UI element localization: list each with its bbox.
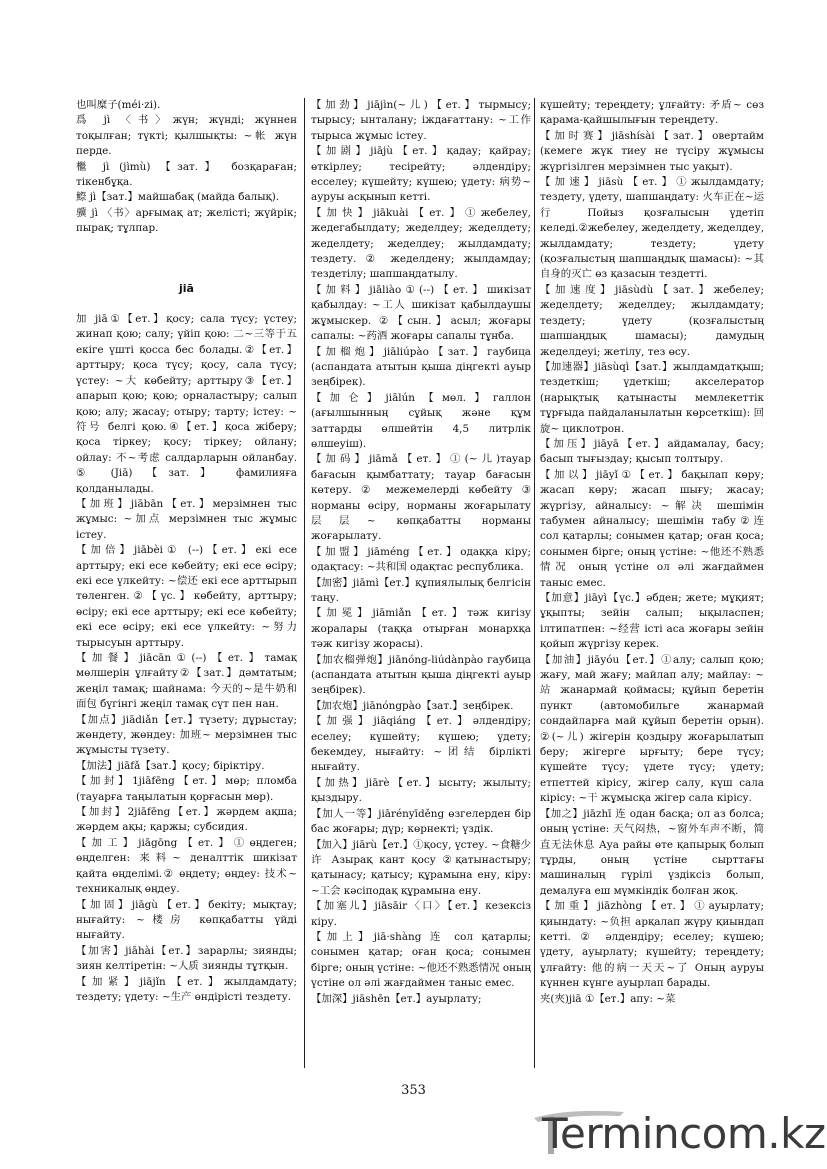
- dictionary-entry: 【加码】jiāmǎ【ет.】①(~儿)тауар бағасын қымбаттату; тауар бағасын көтеру. ② межемелерді көбейту ③ норманы өсіру, норманы жоғарылату 层层~ көпқабатты норманы жоғарылату.: [311, 453, 531, 543]
- dictionary-entry: 【加仑】jiālún【мөл.】галлон (ағылшынның сұйық және құм заттарды өлшейтін 4,5 литрлік өлшеуіш).: [311, 391, 531, 450]
- dictionary-entry: 【加封】2jiāfēng【ет.】жәрдем ақша; жәрдем ақы; қаржы; субсидия.: [76, 806, 297, 834]
- dictionary-entry: 檵 jì (jìmù) 【зат.】 бозқараған; тікенбұқа.: [76, 160, 297, 189]
- watermark-logo: [528, 1106, 826, 1162]
- dictionary-entry: 【加农榴弹炮】jiānóng-liúdànpào гаубица (аспандата атытын қыша дiңгектi ауыр зеңбірек).: [311, 653, 531, 697]
- dictionary-entry: 【加热】jiārè【ет.】ысыту; жылыту; қыздыру.: [311, 776, 531, 805]
- dictionary-entry: 鰶 jì【зат.】майшабақ (майда балық).: [76, 191, 280, 204]
- dictionary-entry: 【加倍】jiābèi① (--)【ет.】екі есе арттыру; екі есе көбейту; екі есе өсіру; екі есе үлкейту: ~偿还 екі есе арттырып төленген.②【үс.】көбейту, арттыру; өсіру; екі есе арттыру; екі есе көбейту; екі есе өсіру; екі есе үлкейту: ~努力 тырысуын арттыру.: [76, 544, 297, 649]
- dictionary-entry: 【加榴炮】jiāliúpào【зат.】гаубица (аспандата атытын қыша дiңгектi ауыр зеңбірек).: [311, 345, 531, 389]
- dictionary-entry: 【加紧】jiājǐn【ет.】жылдамдату; тездету; үдету: ~生产 өндірісті тездету.: [76, 975, 297, 1003]
- dictionary-entry: 加 jiā①【ет.】қосу; сала түсу; үстеу; жинап қою; салу; үйіп қою: 二~三等于五 екіге үшті қосса бес болады.②【ет.】арттыру; қоса түсу; қосу, сала түсу; үстеу: ~大 көбейту; арттыру③【ет.】апарып қою; қою; орналастыру; салып қою; алу; жасау; отыру; тарту; істеу: ~符号 белгі қою.④【ет.】қоса жіберу; қоса тіркеу; қосу; тіркеу; ойлану; ойлау: 不~考虑 салдарларын ойланбау. ⑤ (Jiā) 【зат.】 фамилияға қолданылады.: [76, 313, 297, 495]
- dictionary-entry: 【加害】jiāhài【ет.】зарарлы; зиянды; зиян келтіретін: ~人质 зиянды тұтқын.: [76, 944, 297, 973]
- dictionary-entry: 【加塞儿】jiāsāir〈口〉【ет.】кезексіз кіру.: [311, 900, 531, 928]
- dictionary-entry: 【加深】jiāshēn【ет.】ауырлату;: [311, 992, 482, 1005]
- dictionary-entry: 【加人一等】jiārényīděng өзгелерден бір бас жоғары; дүр; көрнекті; үздік.: [311, 807, 531, 836]
- dictionary-entry: 【加速器】jiāsùqì【зат.】жылдамдатқыш; тездеткіш; үдеткіш; акселератор (нарықтық қатынасты мемлекеттік тұрғыда пайдаланылатын көрсеткіш): 回旋~ циклотрон.: [540, 360, 764, 435]
- dictionary-entry: 【加速度】jiāsùdù【зат.】жебелеу; жеделдету; жеделдеу; жылдамдату; тездету; үдету (қозғалыстың шапшаңдық шамасы); дамудың жеделдеуі; жетілу, тез өсу.: [540, 283, 764, 358]
- dictionary-entry: 骥 jì 〈书〉арғымақ ат; желісті; жүйрік; пырақ; тұлпар.: [76, 206, 297, 235]
- entries-top: [76, 98, 297, 237]
- dictionary-entry: 【加意】jiāyì【үс.】әбден; жете; мұқият; ұқыпты; зейін салып; ықыласпен; ілтипатпен: ~经营 істі аса жоғары зейін қойып жүргізу керек.: [540, 592, 764, 651]
- dictionary-entry: 【加劲】jiājìn(~儿)【ет.】тырмысу; тырысу; ынталану; іждағаттану: ~工作 тырыса жұмыс істеу.: [311, 99, 531, 142]
- column-3: [540, 98, 764, 1064]
- dictionary-entry: 【加压】jiāyā【ет.】айдамалау, басу; басып тығыздау; қысып толтыру.: [540, 437, 764, 466]
- section-heading-jia: jiā: [179, 281, 194, 295]
- dictionary-entry: 【加料】jiāliào①(--)【ет.】шикізат қабылдау: ~工人 шикізат қабылдаушы жұмыскер. ②【сын.】асыл; жоғары сапалы: ~药酒 жоғары сапалы тұнба.: [311, 283, 531, 343]
- dictionary-entry: 【加剧】jiājù【ет.】қадау; қайрау; өткірлеу; тесірейту; әлдендіру; есселеу; күшейту; күшею; үдету: 病势~ ауруы асқынып кетті.: [311, 145, 531, 204]
- dictionary-entry: 【加盟】jiāméng【ет.】одаққа кіру; одақтасу: ~共和国 одақтас республика.: [311, 545, 531, 574]
- dictionary-entry: 【加时赛】jiāshísài【зат.】овертайм (кемеге жүк тиеу не түсіру жұмысы жүргізілген мерзімнен тыс уақыт).: [540, 129, 764, 173]
- dictionary-entry: 【加封】1jiāfēng【ет.】мөр; пломба (тауарға таңылатын қорғасын мөр).: [76, 775, 297, 803]
- column-1: [76, 98, 297, 1064]
- dictionary-entry: 【加油】jiāyóu【ет.】①алу; салып қою; жағу, май жағу; майлап алу; майлау: ~站 жанармай қоймасы; құйып беретін пункт (автомобильге жанармай сондайларға май құйып беретін орын). ②(~儿) жігерін қоздыру жоғарылатып беру; жігерге ырғыту; бере түсу; күшейте түсу; үдете түсу; үдету; етпеттей кірісу, жігер салу, күш сала кірісу: ~干 жұмысқа жігер сала кірісу.: [540, 653, 764, 805]
- dictionary-entry: 【加冕】jiāmiǎn【ет.】тәж кигізу жоралары (таққа отырған монархқа тәж кигізу жорасы).: [311, 607, 531, 651]
- dictionary-entry: 爲 jì 〈书〉жүн; жүнді; жүннен тоқылған; түкті; қылшықты: ~帐 жүн перде.: [76, 114, 297, 158]
- dictionary-entry: 【加速】jiāsù【ет.】①жылдамдату; тездету, үдету, шапшаңдату: 火车正在~运行 Пойыз қозғалысын үдетіп келеді.②жебелеу, жеделдету, жеделдеу, жылдамдату; тездету; үдету (қозғалыстың шапшаңдық шамасы): ~其自身的灭亡 өз қазасын тездетті.: [540, 176, 764, 281]
- dictionary-entry: 【加点】jiādiǎn【ет.】түзету; дұрыстау; жөндету, жөндеу: 加班~ мерзімнен тыс жұмысты түзету.: [76, 713, 297, 757]
- dictionary-entry: 【加餐】jiācān①(--)【ет.】тамақ мөлшерін ұлғайту②【зат.】дәмтатым; жеңіл тамақ; шайнама: 今天的~是牛奶和面包 бүгінгі жеңіл тамақ сүт пен нан.: [76, 652, 297, 711]
- watermark-text: Termincom.kz: [542, 1109, 826, 1158]
- dictionary-entry: 也叫糜子(méi·zi).: [76, 99, 161, 111]
- dictionary-entry: 【加班】jiābān【ет.】мерзімнен тыс жұмыс: ~加点 мерзімнен тыс жұмыс істеу.: [76, 497, 297, 541]
- dictionary-entry: 【加工】jiāgōng【ет.】①өңдеген; өңделген: 来料~ деналттік шикізат қайта өңделімі.② өңдету; өңдеу: 技术~ техникалық өңдеу.: [76, 836, 297, 896]
- dictionary-entry: 夹(夾)jiā ①【ет.】апу: ~菜: [540, 992, 676, 1005]
- entries-bottom: [76, 312, 297, 1005]
- dictionary-entry: 【加法】jiāfǎ【зат.】қосу; біріктіру.: [76, 759, 265, 772]
- dictionary-entry: 【加入】jiārù【ет.】①қосу, үстеу. ~食糖少许 Азырақ кант қосу ②қатынастыру; қатынасу; қатысу; құрамына ену, кіру: ~工会 кәсіподақ құрамына ену.: [311, 838, 531, 897]
- column-2: [311, 98, 531, 1064]
- dictionary-entry: 【加密】jiāmì【ет.】құпиялылық белгісін таңу.: [311, 576, 531, 604]
- page-number: 353: [401, 1083, 426, 1098]
- dictionary-entry: 【加上】jiā·shàng 连 сол қатарлы; сонымен қатар; оған қоса; сонымен бірге; оның үстіне: ~他还不熟悉情况 оның үстіне ол әлі жағдаймен таныс емес.: [311, 930, 531, 990]
- dictionary-entry: 【加农炮】jiānóngpào【зат.】зеңбірек.: [311, 699, 514, 712]
- dictionary-entry: 【加重】jiāzhòng【ет.】①ауырлату; қиындату: ~负担 арқалап жүру қиындап кетті. ② әлдендіру; еселеу; күшею; үдету, ауырлату; күшейту; тереңдету; ұлғайту: 他的病一天天~了 Оның ауруы күннен күнге ауырлап барады.: [540, 900, 764, 990]
- dictionary-entry: 【加以】jiāyǐ①【ет.】бақылап көру; жасап көру; жасап шығу; жасау; жүргізу, айналысу: ~解决 шешімін табумен айналысу; шешімін табу②连 сол қатарлы; сонымен қатар; оған қоса; сонымен бірге; оның үстіне: ~他还不熟悉情况 оның үстіне ол әлі жағдаймен таныс емес.: [540, 468, 764, 589]
- dictionary-entry: 【加快】jiākuài【ет.】①жебелеу, жедегабылдату; жеделдеу; жеделдету; жеделдету; жеделдеу; жылдамдату; тездету. ② жеделдену; жылдамдау; тездетілу; шапшаңдатылу.: [311, 206, 531, 281]
- column-divider: [534, 98, 535, 1068]
- dictionary-entry: 【加强】jiāqiáng【ет.】әлдендіру; еселеу; күшейту; күшею; үдету; бекемдеу, нығайту: ~团结 бірлікті нығайту.: [311, 715, 531, 774]
- dictionary-entry: 【加固】jiāgù【ет.】бекіту; мықтау; нығайту: ~楼房 көпқабатты үйді нығайту.: [76, 898, 297, 942]
- column-divider: [304, 98, 305, 1068]
- dictionary-entry: 【加之】jiāzhī 连 одан басқа; ол аз болса; оның үстіне: 天气闷热，~窗外车声不断，简直无法休息 Ауа райы өте қапырық болып тұрды, оның үстіне сырттағы машиналың гүрілі үздіксіз болып, демалуға еш мүмкіндік болған жоқ.: [540, 807, 764, 897]
- dictionary-entry: күшейту; тереңдету; ұлғайту: 矛盾~ сөз қарама-қайшылығын тереңдету.: [540, 99, 764, 127]
